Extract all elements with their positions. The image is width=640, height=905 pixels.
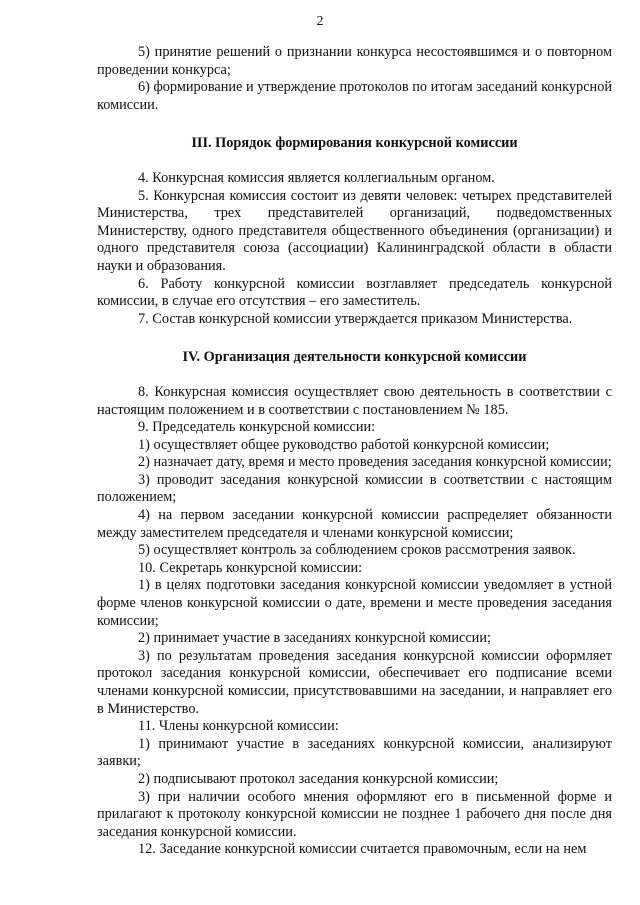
paragraph: 2) назначает дату, время и место проведения заседания конкурсной комиссии;: [138, 454, 612, 471]
paragraph: 4. Конкурсная комиссия является коллегиальным органом.: [138, 169, 495, 186]
paragraph: 6) формирование и утверждение протоколов по итогам заседаний конкурсной комиссии.: [97, 79, 612, 113]
paragraph: 1) в целях подготовки заседания конкурсной комиссии уведомляет в устной форме членов конкурсной комиссии о дате, времени и месте проведения заседания комиссии;: [97, 577, 612, 629]
document-body: [97, 44, 612, 859]
section-heading: IV. Организация деятельности конкурсной комиссии: [182, 349, 527, 366]
paragraph: 4) на первом заседании конкурсной комиссии распределяет обязанности между заместителем председателя и членами конкурсной комиссии;: [97, 507, 612, 541]
paragraph: 12. Заседание конкурсной комиссии считается правомочным, если на нем: [138, 841, 587, 858]
paragraph: 3) проводит заседания конкурсной комиссии в соответствии с настоящим положением;: [97, 471, 612, 506]
paragraph: 5. Конкурсная комиссия состоит из девяти человек: четырех представителей Министерства, трех представителей организаций, подведомственных Министерству, одного представителя общественного объединения (организации) и одного представителя союза (ассоциации) Калининградской области в области науки и образования.: [97, 187, 612, 274]
page-number: 2: [316, 14, 324, 29]
paragraph: 1) осуществляет общее руководство работой конкурсной комиссии;: [138, 436, 550, 453]
paragraph: 3) при наличии особого мнения оформляют его в письменной форме и прилагают к протоколу конкурсной комиссии не позднее 1 рабочего дня после дня заседания конкурсной комиссии.: [97, 788, 612, 840]
paragraph: 7. Состав конкурсной комиссии утверждается приказом Министерства.: [138, 310, 573, 327]
section-heading: III. Порядок формирования конкурсной комиссии: [191, 135, 518, 152]
paragraph: 2) принимает участие в заседаниях конкурсной комиссии;: [138, 630, 491, 647]
paragraph: 2) подписывают протокол заседания конкурсной комиссии;: [138, 770, 499, 787]
paragraph: 5) принятие решений о признании конкурса несостоявшимся и о повторном проведении конкурса;: [97, 44, 612, 78]
paragraph: 1) принимают участие в заседаниях конкурсной комиссии, анализируют заявки;: [97, 735, 612, 770]
paragraph: 9. Председатель конкурсной комиссии:: [138, 419, 376, 436]
paragraph: 5) осуществляет контроль за соблюдением сроков рассмотрения заявок.: [138, 542, 576, 559]
paragraph: 3) по результатам проведения заседания конкурсной комиссии оформляет протокол заседания конкурсной комиссии, обеспечивает его подписание всеми членами конкурсной комиссии, присутствовавшими на заседании, и направляет его в Министерство.: [97, 647, 612, 717]
paragraph: 6. Работу конкурсной комиссии возглавляет председатель конкурсной комиссии, в случае его отсутствия – его заместитель.: [97, 275, 612, 310]
paragraph: 11. Члены конкурсной комиссии:: [138, 718, 339, 735]
paragraph: 8. Конкурсная комиссия осуществляет свою деятельность в соответствии с настоящим положением и в соответствии с постановлением № 185.: [97, 383, 612, 418]
paragraph: 10. Секретарь конкурсной комиссии:: [138, 559, 363, 576]
